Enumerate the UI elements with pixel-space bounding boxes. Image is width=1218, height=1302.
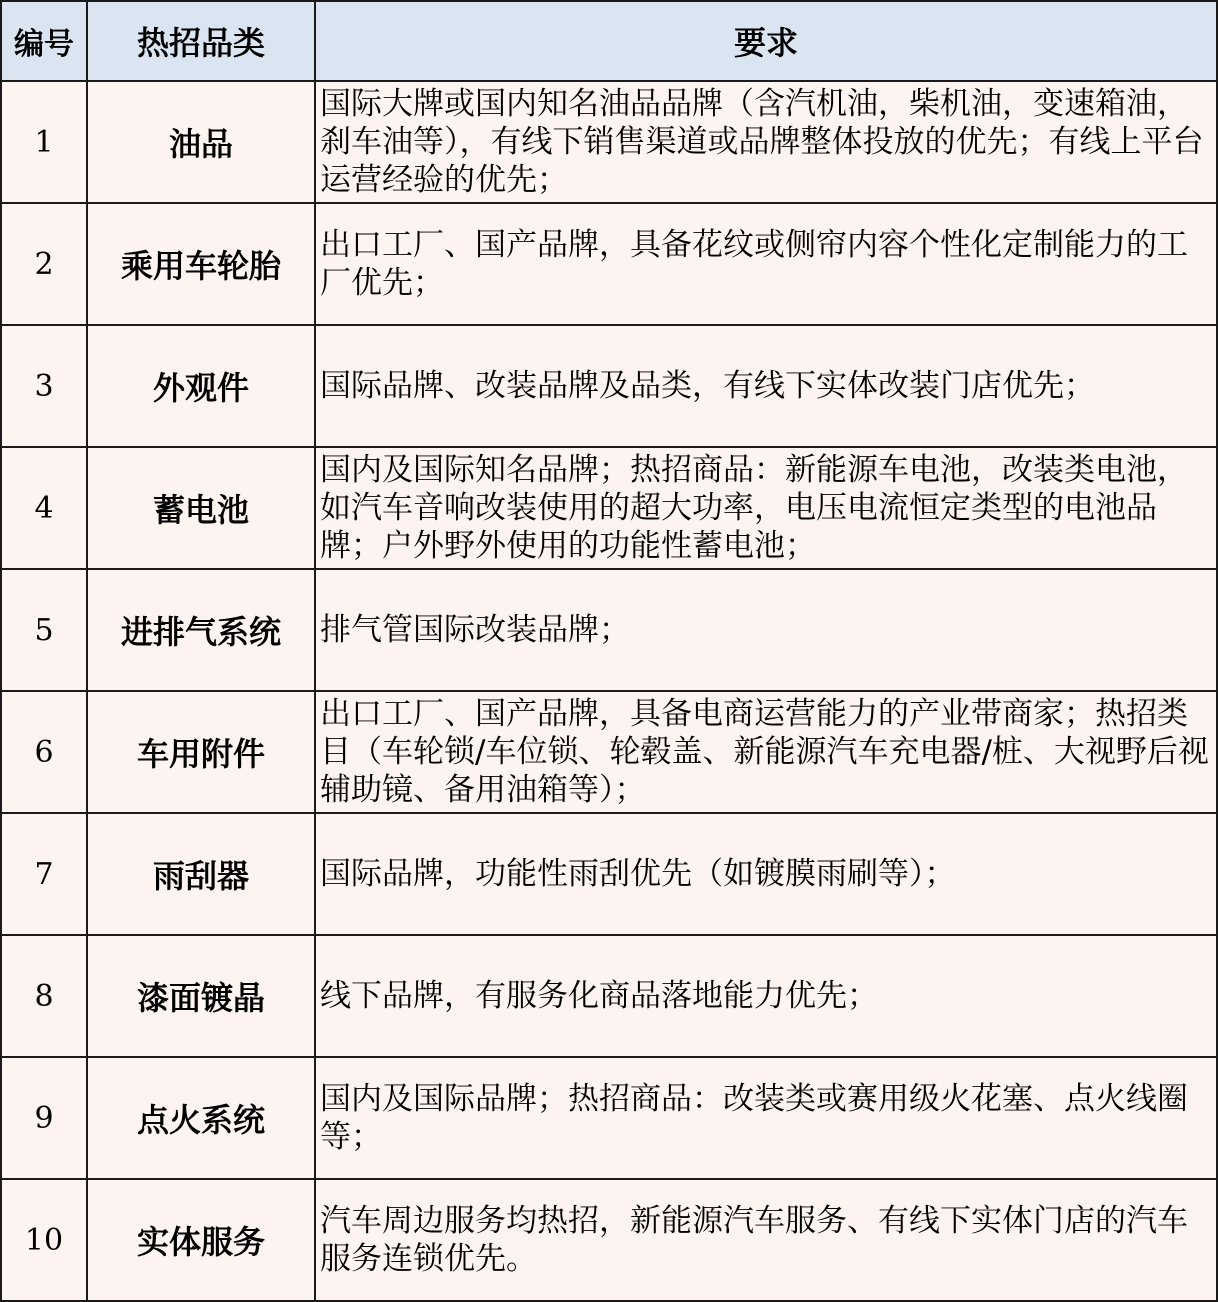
row-requirement: 国际品牌，功能性雨刮优先（如镀膜雨刷等）； [315, 813, 1217, 935]
row-number: 7 [1, 813, 87, 935]
row-category: 油品 [87, 81, 315, 203]
table-row [1, 1179, 1217, 1301]
table-row [1, 81, 1217, 203]
row-category: 蓄电池 [87, 447, 315, 569]
row-requirement: 国际品牌、改装品牌及品类，有线下实体改装门店优先； [315, 325, 1217, 447]
row-number: 8 [1, 935, 87, 1057]
header-number: 编号 [1, 1, 87, 81]
row-requirement: 出口工厂、国产品牌，具备花纹或侧帘内容个性化定制能力的工厂优先； [315, 203, 1217, 325]
row-requirement: 排气管国际改装品牌； [315, 569, 1217, 691]
row-category: 雨刮器 [87, 813, 315, 935]
row-category: 外观件 [87, 325, 315, 447]
table-row [1, 1057, 1217, 1179]
table-row [1, 813, 1217, 935]
row-number: 6 [1, 691, 87, 813]
table-row [1, 203, 1217, 325]
row-category: 点火系统 [87, 1057, 315, 1179]
row-category: 实体服务 [87, 1179, 315, 1301]
row-number: 3 [1, 325, 87, 447]
table-row [1, 935, 1217, 1057]
row-requirement: 线下品牌，有服务化商品落地能力优先； [315, 935, 1217, 1057]
row-number: 10 [1, 1179, 87, 1301]
row-number: 4 [1, 447, 87, 569]
row-number: 9 [1, 1057, 87, 1179]
row-category: 乘用车轮胎 [87, 203, 315, 325]
row-category: 车用附件 [87, 691, 315, 813]
table-row [1, 325, 1217, 447]
table-row [1, 447, 1217, 569]
header-requirement: 要求 [315, 1, 1217, 81]
row-number: 2 [1, 203, 87, 325]
row-category: 进排气系统 [87, 569, 315, 691]
row-requirement: 国内及国际品牌；热招商品：改装类或赛用级火花塞、点火线圈等； [315, 1057, 1217, 1179]
row-requirement: 国际大牌或国内知名油品品牌（含汽机油，柴机油，变速箱油，刹车油等），有线下销售渠道或品牌整体投放的优先；有线上平台运营经验的优先； [315, 81, 1217, 203]
row-number: 1 [1, 81, 87, 203]
row-requirement: 国内及国际知名品牌；热招商品：新能源车电池，改装类电池，如汽车音响改装使用的超大功率，电压电流恒定类型的电池品牌；户外野外使用的功能性蓄电池； [315, 447, 1217, 569]
table-row [1, 569, 1217, 691]
row-category: 漆面镀晶 [87, 935, 315, 1057]
table-row [1, 691, 1217, 813]
row-requirement: 汽车周边服务均热招，新能源汽车服务、有线下实体门店的汽车服务连锁优先。 [315, 1179, 1217, 1301]
row-number: 5 [1, 569, 87, 691]
row-requirement: 出口工厂、国产品牌，具备电商运营能力的产业带商家；热招类目（车轮锁/车位锁、轮毂盖、新能源汽车充电器/桩、大视野后视辅助镜、备用油箱等）； [315, 691, 1217, 813]
header-category: 热招品类 [87, 1, 315, 81]
table-header-row [1, 1, 1217, 81]
